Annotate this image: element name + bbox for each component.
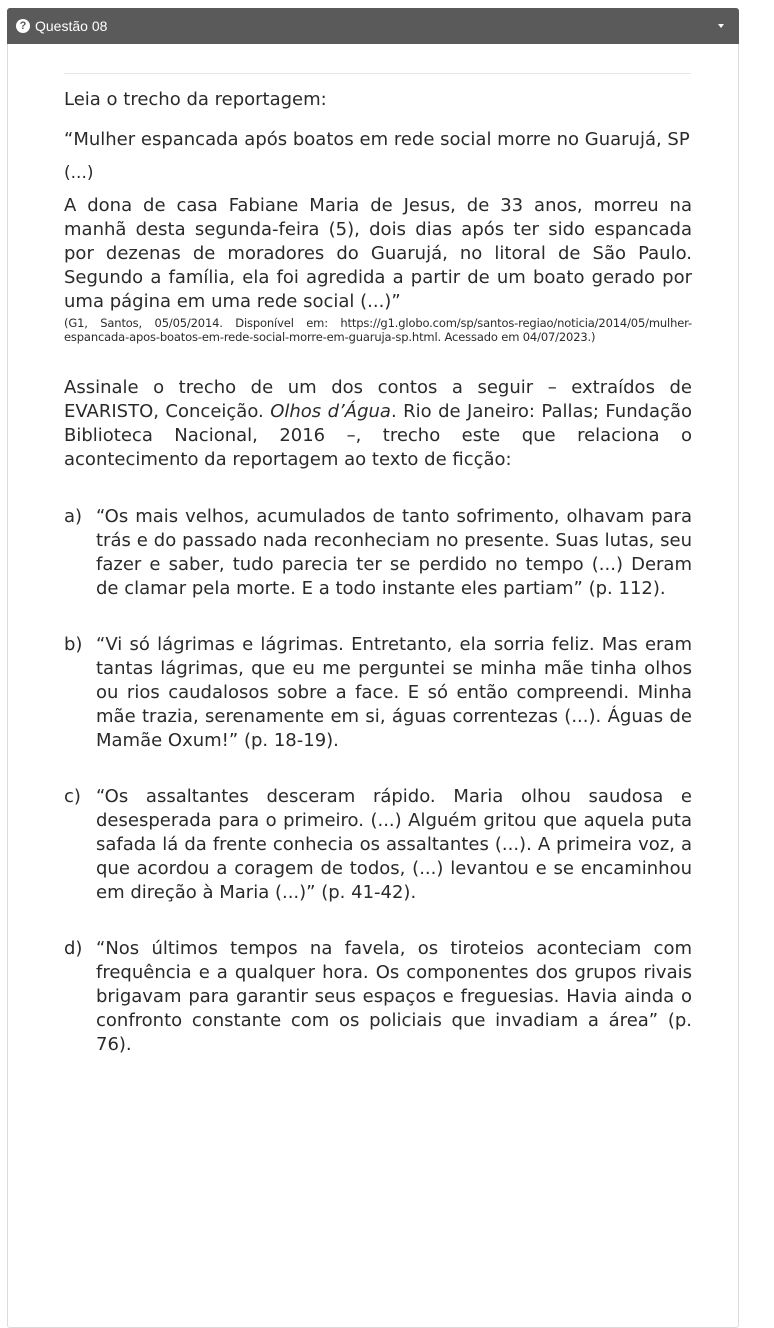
question-circle-icon: ? <box>16 19 30 33</box>
option-b[interactable] <box>64 633 692 753</box>
option-letter: b) <box>64 634 83 655</box>
option-letter: a) <box>64 506 83 527</box>
statement-after: . Rio de Janeiro: Pallas; Fundação Biblioteca Nacional, 2016 –, trecho este que relaciona o acontecimento da reportagem ao texto de ficção: <box>64 401 693 470</box>
option-text: “Os assaltantes desceram rápido. Maria olhou saudosa e desesperada para o primeiro. (...) Alguém gritou que aquela puta safada lá da frente conhecia os assaltantes (...). A primeira voz, a que acordou a coragem de todos, (...) levantou e se encaminhou em direção à Maria (...)” (p. 41-42). <box>96 786 692 903</box>
quote-headline: “Mulher espancada após boatos em rede social morre no Guarujá, SP <box>64 129 690 150</box>
option-letter: d) <box>64 938 83 959</box>
option-text: “Os mais velhos, acumulados de tanto sofrimento, olhavam para trás e do passado nada reconheciam no presente. Suas lutas, seu fazer e saber, tudo parecia ter se perdido no tempo (...) Deram de clamar pela morte. E a todo instante eles partiam” (p. 112). <box>96 506 692 599</box>
option-d[interactable] <box>64 937 692 1057</box>
option-text: “Nos últimos tempos na favela, os tiroteios aconteciam com frequência e a qualquer hora. Os componentes dos grupos rivais brigavam para garantir seus espaços e freguesias. Havia ainda o confronto constante com os policiais que invadiam a área” (p. 76). <box>96 938 692 1055</box>
question-title: Questão 08 <box>35 18 108 34</box>
intro-text: Leia o trecho da reportagem: <box>64 89 327 110</box>
option-c[interactable] <box>64 785 692 905</box>
statement-before: Assinale o trecho de um dos contos a seguir – extraídos de EVARISTO, Conceição. <box>64 377 692 422</box>
divider <box>64 73 691 74</box>
option-text: “Vi só lágrimas e lágrimas. Entretanto, ela sorria feliz. Mas eram tantas lágrimas, que eu me perguntei se minha mãe tinha olhos ou rios caudalosos sobre a face. E só então compreendi. Minha mãe trazia, serenamente em si, águas correntezas (...). Águas de Mamãe Oxum!” (p. 18-19). <box>96 634 692 751</box>
option-a[interactable] <box>64 505 692 601</box>
question-content <box>64 86 692 1089</box>
source-citation: (G1, Santos, 05/05/2014. Disponível em: https://g1.globo.com/sp/santos-regiao/noticia/2014/05/mulher-espancada-apos-boatos-em-rede-social-morre-em-guaruja-sp.html. Acessado em 04/07/2023.) <box>64 316 692 344</box>
question-header[interactable] <box>7 8 739 44</box>
option-letter: c) <box>64 786 81 807</box>
question-statement <box>64 376 692 472</box>
caret-down-icon[interactable] <box>718 24 724 28</box>
statement-book-title: Olhos d’Água <box>270 401 391 422</box>
quote-body: A dona de casa Fabiane Maria de Jesus, de 33 anos, morreu na manhã desta segunda-feira (5), dois dias após ter sido espancada por dezenas de moradores do Guarujá, no litoral de São Paulo. Segundo a família, ela foi agredida a partir de um boato gerado por uma página em uma rede social (...)” <box>64 195 692 312</box>
quote-ellipsis: (...) <box>64 163 94 183</box>
